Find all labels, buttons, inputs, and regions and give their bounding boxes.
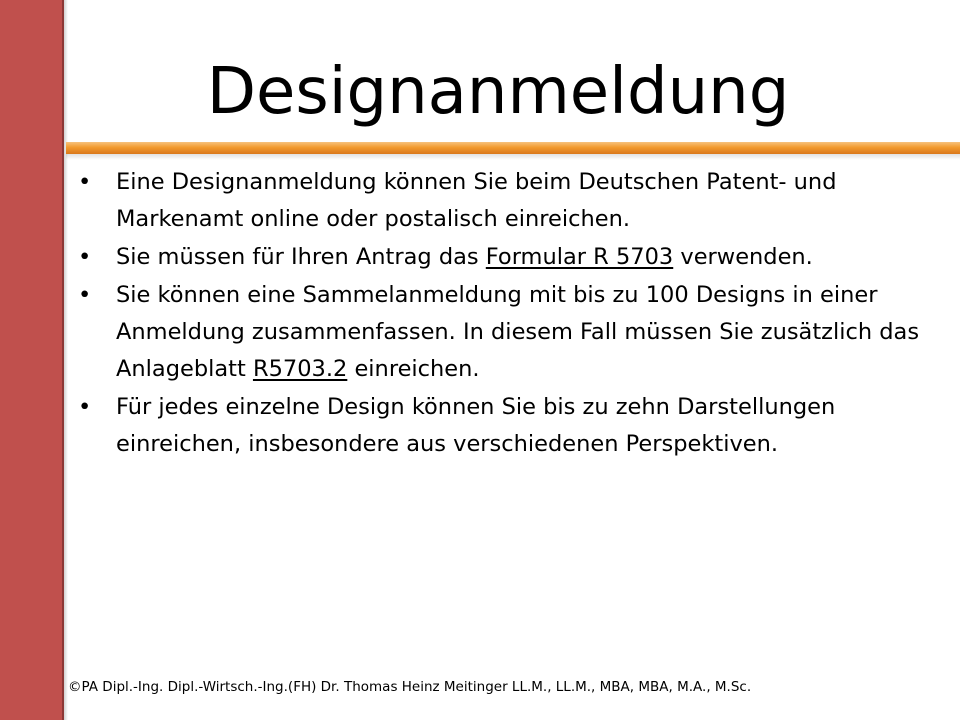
bullet-dot-icon: • xyxy=(78,169,92,195)
copyright-footer: ©PA Dipl.-Ing. Dipl.-Wirtsch.-Ing.(FH) Dr. Thomas Heinz Meitinger LL.M., LL.M., MBA, MBA, M.A., M.Sc. xyxy=(68,679,752,695)
bullet-item xyxy=(78,239,948,276)
title-underline-rule xyxy=(66,142,960,154)
form-link[interactable]: Formular R 5703 xyxy=(485,244,674,270)
bullet-text-segment: Eine Designanmeldung können Sie beim Deutschen Patent- und Markenamt online oder postalisch einreichen. xyxy=(116,169,837,232)
form-link[interactable]: R5703.2 xyxy=(252,356,348,382)
bullet-text-segment: Sie müssen für Ihren Antrag das xyxy=(116,244,486,270)
slide-title: Designanmeldung xyxy=(206,55,790,129)
bullet-text-segment: verwenden. xyxy=(673,244,813,270)
bullet-dot-icon: • xyxy=(78,394,92,420)
bullet-item xyxy=(78,277,948,388)
bullet-text xyxy=(116,169,836,232)
bullet-item xyxy=(78,164,948,238)
bullet-text xyxy=(116,244,813,270)
bullet-text-segment: Sie können eine Sammelanmeldung mit bis zu 100 Designs in einer Anmeldung zusammenfassen. In diesem Fall müssen Sie zusätzlich das Anlageblatt xyxy=(116,282,920,382)
bullet-item xyxy=(78,389,948,463)
bullet-text-segment: einreichen. xyxy=(347,356,480,382)
bullet-text xyxy=(116,282,919,382)
bullet-text-segment: Für jedes einzelne Design können Sie bis zu zehn Darstellungen einreichen, insbesondere aus verschiedenen Perspektiven. xyxy=(116,394,836,457)
bullet-text xyxy=(116,394,835,457)
bullet-dot-icon: • xyxy=(78,282,92,308)
bullet-list xyxy=(78,164,948,464)
title-underline-shadow xyxy=(66,154,960,160)
sidebar-accent-bar xyxy=(0,0,64,720)
bullet-dot-icon: • xyxy=(78,244,92,270)
